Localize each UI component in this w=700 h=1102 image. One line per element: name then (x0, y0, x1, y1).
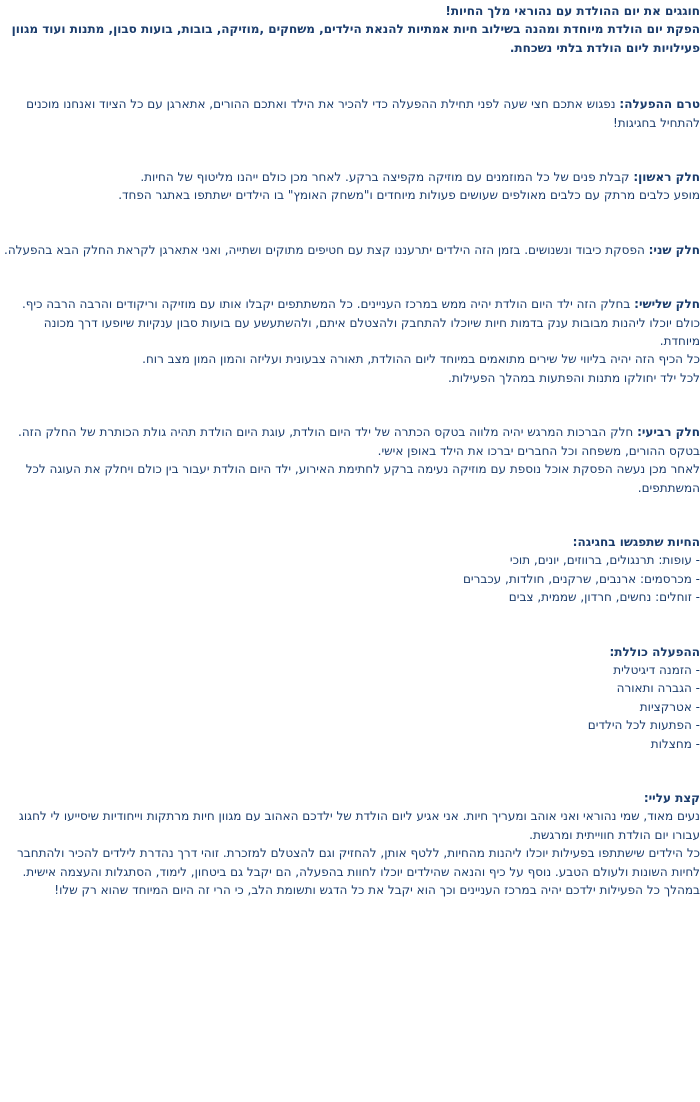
section-about (4, 789, 700, 899)
section-includes (4, 643, 700, 753)
section-lead: חלק שני: (648, 242, 700, 257)
about-paragraph: במהלך כל הפעילות ילדכם יהיה במרכז העניינים וכך הוא יקבל את כל הדגש ותשומת הלב, כי הרי זה היום המיוחד שהוא רק שלו! (54, 883, 700, 897)
list-item: - זוחלים: נחשים, חרדון, שממית, צבים (508, 590, 700, 605)
list-item: - אטרקציות (639, 699, 700, 714)
list-item: - הפתעות לכל הילדים (587, 718, 700, 733)
includes-heading: ההפעלה כוללת: (609, 644, 700, 659)
intro-description: הפקת יום הולדת מיוחדת ומהנה בשילוב חיות אמתיות להנאת הילדים, משחקים ,מוזיקה, בובות, בועות סבון, מתנות ועוד מגוון פעילויות ליום הולדת בלתי נשכחת. (11, 22, 700, 55)
section-text: חלק הברכות המרגש יהיה מלווה בטקס הכתרה של ילד היום הולדת, עוגת היום הולדת תהיה גולת הכותרת של החלק הזה. (18, 425, 638, 440)
section-paragraph: לכל ילד יחולקו מתנות והפתעות במהלך הפעילות. (448, 370, 700, 385)
section-paragraph: בטקס ההורים, משפחה וכל החברים יברכו את הילד באופן אישי. (377, 443, 700, 458)
intro-title: חוגגים את יום ההולדת עם נהוראי מלך החיות! (445, 4, 700, 18)
section-paragraph (4, 295, 700, 313)
animals-heading: החיות שתפגשו בחגיגה: (572, 534, 700, 549)
section-animals (4, 533, 700, 607)
section-lead: חלק שלישי: (634, 297, 700, 312)
section-part-one (4, 168, 700, 205)
about-paragraph: נעים מאוד, שמי נהוראי ואני אוהב ומעריך חיות. אני אגיע ליום הולדת של ילדכם האהוב עם מגוון חיות מרתקות וייחודיות שיסייעו לי לחגוג עבורו יום הולדת חווייתית ומרגשת. (18, 809, 700, 842)
section-part-two (4, 241, 700, 259)
list-item: - מחצלות (650, 736, 700, 751)
section-text: בחלק הזה ילד היום הולדת יהיה ממש במרכז העניינים. כל המשתתפים יקבלו אותו עם מוזיקה וריקודים והרבה הרבה כיף. (21, 297, 635, 312)
section-lead: חלק רביעי: (637, 425, 700, 440)
section-paragraph (4, 168, 700, 186)
section-lead: טרם ההפעלה: (619, 97, 700, 112)
section-paragraph (4, 95, 700, 132)
section-paragraph: כולם יוכלו ליהנות מבובות ענק בדמות חיות שיוכלו להתחבק ולהצטלם איתם, ולהשתעשע עם בועות סבון ענקיות שיופעו דרך מכונה מיוחדת. (43, 315, 700, 349)
about-paragraph: כל הילדים שישתתפו בפעילות יוכלו ליהנות מהחיות, ללטף אותן, להחזיק וגם להצטלם למזכרת. זוהי דרך נהדרת לילדים להכיר ולהתחבר לחיות השונות ולעולם הטבע. נוסף על כיף והנאה שהילדים יוכלו לחוות בהפעלה, הם יקבל גם ביטחון, לימוד, הסתגלות והעצמה אישית. (17, 846, 700, 879)
section-part-four (4, 423, 700, 497)
list-item: - מכרסמים: ארנבים, שרקנים, חולדות, עכברים (462, 571, 700, 586)
section-paragraph (4, 423, 700, 441)
includes-list (4, 661, 700, 753)
section-text: קבלת פנים של כל המוזמנים עם מוזיקה מקפיצה ברקע. לאחר מכן כולם ייהנו מליטוף של החיות. (140, 170, 634, 185)
section-paragraph: מופע כלבים מרתק עם כלבים מאולפים שעושים פעולות מיוחדים ו"משחק האומץ" בו הילדים ישתתפו באתגר הפחד. (118, 188, 700, 203)
section-text: הפסקת כיבוד ונשנושים. בזמן הזה הילדים יתרעננו קצת עם חטיפים מתוקים ושתייה, ואני אתארגן לקראת החלק הבא בהפעלה. (4, 242, 649, 257)
section-part-three (4, 295, 700, 387)
list-item: - הזמנה דיגיטלית (613, 662, 700, 677)
section-paragraph: כל הכיף הזה יהיה בליווי של שירים מתואמים במיוחד ליום ההולדת, תאורה צבעונית ועליזה והמון המון מצב רוח. (142, 352, 700, 367)
animals-list (4, 551, 700, 606)
section-text: נפגוש אתכם חצי שעה לפני תחילת ההפעלה כדי להכיר את הילד ואתכם ההורים, אתארגן עם כל הציוד ואנחנו מוכנים להתחיל בחגיגות! (26, 97, 700, 130)
list-item: - הגברה ותאורה (616, 681, 700, 696)
intro-block (4, 0, 700, 57)
about-heading: קצת עליי: (643, 790, 700, 805)
section-paragraph (4, 241, 700, 259)
section-paragraph: לאחר מכן נעשה הפסקת אוכל נוספת עם מוזיקה נעימה ברקע לחתימת האירוע, ילד היום הולדת יעבור בין כולם ויחלק את העוגה לכל המשתתפים. (25, 462, 700, 495)
list-item: - עופות: תרנגולים, ברווזים, יונים, תוכי (509, 553, 700, 568)
section-before-activity (4, 95, 700, 132)
section-lead: חלק ראשון: (633, 170, 700, 185)
